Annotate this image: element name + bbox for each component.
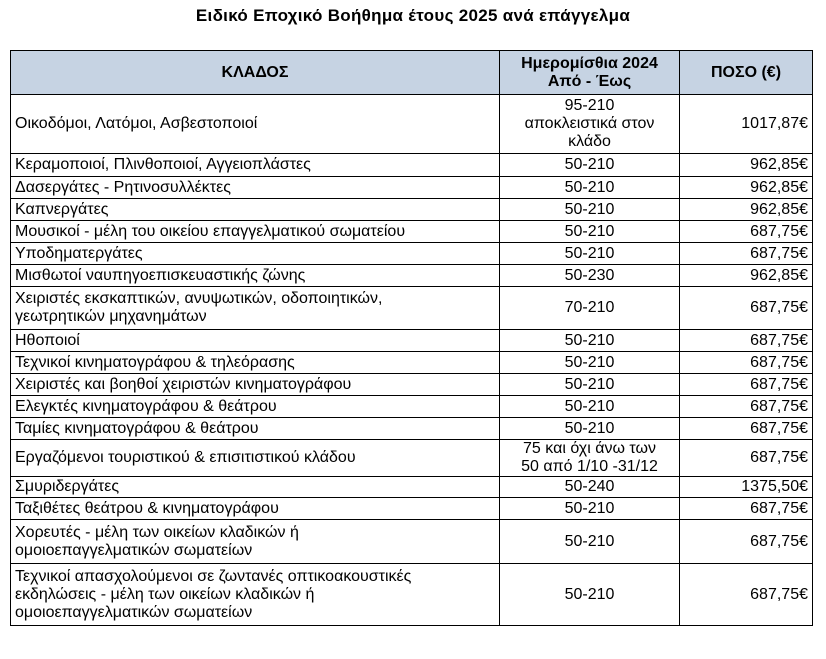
amount-cell: 687,75€ <box>680 418 813 440</box>
days-cell <box>500 221 680 243</box>
branch-cell <box>11 520 500 564</box>
days-cell-line: 50-210 <box>564 397 615 415</box>
header-amount: ΠΟΣΟ (€) <box>680 51 813 95</box>
amount-cell: 687,75€ <box>680 243 813 265</box>
branch-cell <box>11 564 500 626</box>
days-cell-line: 50-210 <box>564 178 615 196</box>
amount-cell: 962,85€ <box>680 177 813 199</box>
table-row <box>11 374 813 396</box>
branch-cell-line: Ελεγκτές κινηματογράφου & θεάτρου <box>15 397 277 415</box>
table-row <box>11 199 813 221</box>
branch-cell-line: Καπνεργάτες <box>15 200 109 218</box>
benefit-table <box>10 50 813 626</box>
days-cell <box>500 440 680 477</box>
branch-cell-line: ομοιοεπαγγελματικών σωματείων <box>15 541 253 559</box>
days-cell-line: 50-210 <box>564 375 615 393</box>
days-cell-line: 50-210 <box>564 499 615 517</box>
amount-cell: 687,75€ <box>680 396 813 418</box>
days-cell-line: 95-210 <box>564 97 615 114</box>
table-row <box>11 287 813 330</box>
branch-cell <box>11 352 500 374</box>
days-cell-line: 70-210 <box>564 299 615 316</box>
branch-cell-line: Εργαζόμενοι τουριστικού & επισιτιστικού κλάδου <box>15 449 356 466</box>
amount-cell: 687,75€ <box>680 287 813 330</box>
branch-cell-line: Χειριστές και βοηθοί χειριστών κινηματογράφου <box>15 375 352 393</box>
days-cell <box>500 477 680 498</box>
table-row <box>11 564 813 626</box>
table-row <box>11 352 813 374</box>
amount-cell: 962,85€ <box>680 199 813 221</box>
days-cell <box>500 564 680 626</box>
branch-cell <box>11 477 500 498</box>
amount-cell: 1017,87€ <box>680 95 813 154</box>
table-row <box>11 396 813 418</box>
days-cell <box>500 374 680 396</box>
amount-cell: 687,75€ <box>680 440 813 477</box>
days-cell <box>500 352 680 374</box>
branch-cell <box>11 498 500 520</box>
days-cell-line: 50-210 <box>564 244 615 262</box>
branch-cell-line: Μισθωτοί ναυπηγοεπισκευαστικής ζώνης <box>15 266 306 284</box>
days-cell-line: 50-210 <box>564 353 615 371</box>
branch-cell-line: Οικοδόμοι, Λατόμοι, Ασβεστοποιοί <box>15 115 258 132</box>
branch-cell <box>11 418 500 440</box>
table-row <box>11 177 813 199</box>
amount-cell: 687,75€ <box>680 221 813 243</box>
branch-cell-line: Χειριστές εκσκαπτικών, ανυψωτικών, οδοποιητικών, <box>15 290 383 307</box>
days-cell-line: κλάδο <box>568 133 611 150</box>
days-cell <box>500 287 680 330</box>
days-cell-line: 50-210 <box>564 331 615 349</box>
table-row <box>11 154 813 177</box>
table-row <box>11 520 813 564</box>
days-cell-line: 50-240 <box>564 478 615 495</box>
branch-cell <box>11 243 500 265</box>
table-row <box>11 498 813 520</box>
branch-cell <box>11 287 500 330</box>
days-cell-line: 50-210 <box>564 585 615 603</box>
branch-cell <box>11 374 500 396</box>
branch-cell-line: Υποδηματεργάτες <box>15 244 143 262</box>
branch-cell-line: εκδηλώσεις - μέλη των οικείων κλαδικών ή <box>15 585 315 603</box>
header-days-line2: Από - Έως <box>547 72 632 90</box>
amount-cell: 962,85€ <box>680 265 813 287</box>
table-header-row <box>11 51 813 95</box>
days-cell-line: αποκλειστικά στον <box>524 115 655 132</box>
header-days-line1: Ημερομίσθια 2024 <box>521 54 658 72</box>
branch-cell <box>11 440 500 477</box>
table-row <box>11 330 813 352</box>
days-cell <box>500 199 680 221</box>
days-cell-line: 50-210 <box>564 222 615 240</box>
branch-cell-line: Τεχνικοί απασχολούμενοι σε ζωντανές οπτικοακουστικές <box>15 567 412 585</box>
branch-cell <box>11 330 500 352</box>
branch-cell-line: Χορευτές - μέλη των οικείων κλαδικών ή <box>15 523 299 541</box>
amount-cell: 962,85€ <box>680 154 813 177</box>
days-cell <box>500 330 680 352</box>
table-row <box>11 95 813 154</box>
branch-cell <box>11 221 500 243</box>
branch-cell-line: Ηθοποιοί <box>15 331 80 349</box>
header-days <box>500 51 680 95</box>
amount-cell: 687,75€ <box>680 520 813 564</box>
branch-cell-line: Δασεργάτες - Ρητινοσυλλέκτες <box>15 178 231 196</box>
branch-cell-line: γεωτρητικών μηχανημάτων <box>15 308 207 325</box>
branch-cell-line: Ταξιθέτες θεάτρου & κινηματογράφου <box>15 499 279 517</box>
days-cell <box>500 498 680 520</box>
branch-cell-line: Ταμίες κινηματογράφου & θεάτρου <box>15 419 259 437</box>
table-row <box>11 221 813 243</box>
table-row <box>11 418 813 440</box>
days-cell <box>500 396 680 418</box>
days-cell <box>500 265 680 287</box>
days-cell-line: 50-210 <box>564 156 615 173</box>
days-cell-line: 50-210 <box>564 200 615 218</box>
table-row <box>11 440 813 477</box>
branch-cell-line: Σμυριδεργάτες <box>15 478 120 495</box>
branch-cell <box>11 95 500 154</box>
days-cell-line: 50-230 <box>564 266 615 284</box>
table-row <box>11 477 813 498</box>
branch-cell <box>11 199 500 221</box>
branch-cell <box>11 265 500 287</box>
branch-cell-line: Μουσικοί - μέλη του οικείου επαγγελματικού σωματείου <box>15 222 406 240</box>
table-body <box>11 95 813 626</box>
branch-cell <box>11 396 500 418</box>
header-branch: ΚΛΑΔΟΣ <box>11 51 500 95</box>
table-row <box>11 265 813 287</box>
days-cell-line: 75 και όχι άνω των <box>523 440 656 457</box>
days-cell <box>500 520 680 564</box>
amount-cell: 687,75€ <box>680 498 813 520</box>
days-cell-line: 50 από 1/10 -31/12 <box>521 458 658 475</box>
amount-cell: 687,75€ <box>680 564 813 626</box>
days-cell-line: 50-210 <box>564 532 615 550</box>
table-row <box>11 243 813 265</box>
days-cell <box>500 95 680 154</box>
branch-cell <box>11 154 500 177</box>
amount-cell: 687,75€ <box>680 374 813 396</box>
amount-cell: 1375,50€ <box>680 477 813 498</box>
branch-cell-line: ομοιοεπαγγελματικών σωματείων <box>15 603 253 621</box>
branch-cell-line: Κεραμοποιοί, Πλινθοποιοί, Αγγειοπλάστες <box>15 156 311 173</box>
branch-cell-line: Τεχνικοί κινηματογράφου & τηλεόρασης <box>15 353 295 371</box>
days-cell <box>500 418 680 440</box>
amount-cell: 687,75€ <box>680 330 813 352</box>
days-cell <box>500 154 680 177</box>
amount-cell: 687,75€ <box>680 352 813 374</box>
branch-cell <box>11 177 500 199</box>
days-cell <box>500 243 680 265</box>
days-cell <box>500 177 680 199</box>
days-cell-line: 50-210 <box>564 419 615 437</box>
page-title: Ειδικό Εποχικό Βοήθημα έτους 2025 ανά επάγγελμα <box>195 6 631 25</box>
